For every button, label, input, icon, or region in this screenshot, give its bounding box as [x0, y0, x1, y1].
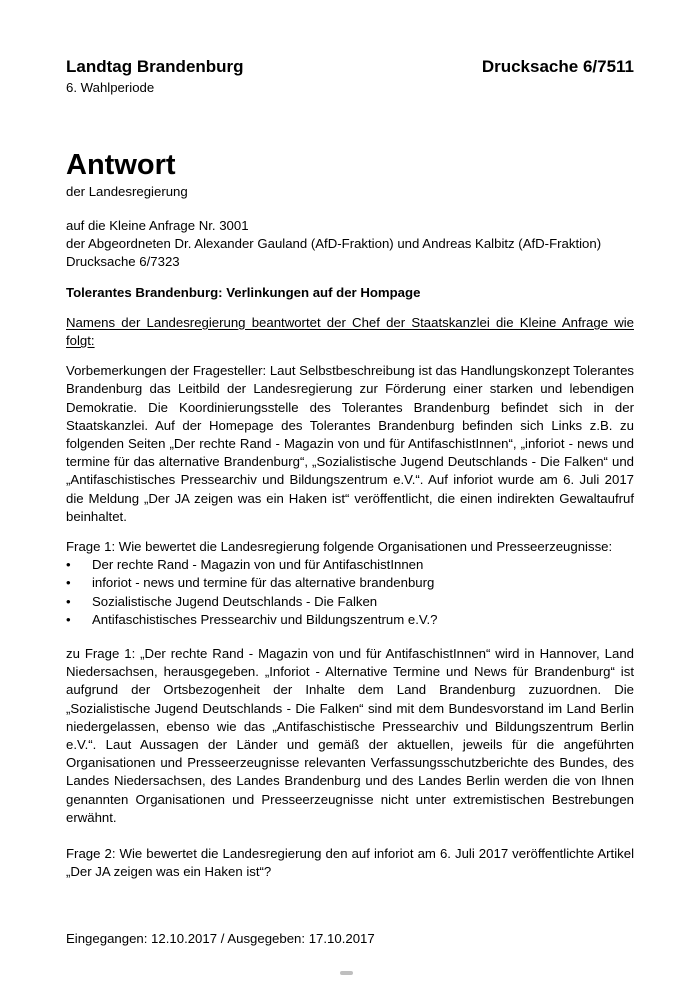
institution-title: Landtag Brandenburg	[66, 57, 244, 76]
list-item	[66, 593, 634, 611]
bullet-icon	[66, 556, 92, 574]
scan-artifact-mark	[340, 971, 353, 975]
reference-block	[66, 217, 634, 272]
list-item	[66, 556, 634, 574]
document-title: Antwort	[66, 149, 176, 181]
document-subtitle: der Landesregierung	[66, 184, 188, 199]
question-1-bullet-list	[66, 556, 634, 629]
subject-line: Tolerantes Brandenburg: Verlinkungen auf der Hompage	[66, 284, 421, 300]
intro-statement: Namens der Landesregierung beantwortet der Chef der Staatskanzlei die Kleine Anfrage wie folgt:	[66, 314, 634, 349]
reference-line-3: Drucksache 6/7323	[66, 254, 180, 270]
document-header	[66, 57, 634, 77]
drucksache-number: Drucksache 6/7511	[481, 57, 634, 76]
bullet-icon	[66, 574, 92, 592]
preliminary-remarks: Vorbemerkungen der Fragesteller: Laut Selbstbeschreibung ist das Handlungskonzept Tolerantes Brandenburg das Leitbild der Landesregierung zur Förderung einer starken und lebendigen Demokratie. Die Koordinierungsstelle des Tolerantes Brandenburg befindet sich in der Staatskanzlei. Auf der Homepage des Tolerantes Brandenburg befinden sich Links z.B. zu folgenden Seiten „Der rechte Rand - Magazin von und für AntifaschistInnen“, „inforiot - news und termine für das alternative Brandenburg“, „Sozialistische Jugend Deutschlands - Die Falken“ und „Antifaschistisches Pressearchiv und Bildungszentrum e.V.“. Auf inforiot wurde am 6. Juli 2017 die Meldung „Der JA zeigen was ein Haken ist“ veröffentlicht, die einen indirekten Gewaltaufruf beinhaltet.	[66, 363, 634, 524]
reference-line-2: der Abgeordneten Dr. Alexander Gauland (AfD-Fraktion) und Andreas Kalbitz (AfD-Fraktion)	[66, 236, 602, 252]
bullet-icon	[66, 611, 92, 629]
bullet-icon	[66, 593, 92, 611]
legislative-period: 6. Wahlperiode	[66, 80, 155, 95]
list-item	[66, 611, 634, 629]
list-item	[66, 574, 634, 592]
list-item-label: Sozialistische Jugend Deutschlands - Die Falken	[92, 593, 378, 609]
list-item-label: inforiot - news und termine für das alternative brandenburg	[92, 575, 435, 591]
question-2-text: Frage 2: Wie bewertet die Landesregierung den auf inforiot am 6. Juli 2017 veröffentlichte Artikel „Der JA zeigen was ein Haken ist“?	[66, 846, 634, 880]
answer-1-text: zu Frage 1: „Der rechte Rand - Magazin von und für AntifaschistInnen“ wird in Hannover, Land Niedersachsen, herausgegeben. „Inforiot - Alternative Termine und News für Brandenburg“ ist aufgrund der Ortsbezogenheit der Inhalte dem Land Brandenburg zuzuordnen. Die „Sozialistische Jugend Deutschlands - Die Falken“ sind mit dem Bundesvorstand im Land Berlin niedergelassen, ebenso wie das „Antifaschistische Pressearchiv und Bildungszentrum Berlin e.V.“. Laut Aussagen der Länder und gemäß der aktuellen, jeweils für die angeführten Organisationen und Presseerzeugnisse relevanten Verfassungsschutzberichte des Bundes, des Landes Niedersachsen, des Landes Brandenburg und des Landes Berlin werden die von Ihnen genannten Organisationen und Presseerzeugnisse nicht unter extremistischen Bestrebungen erwähnt.	[66, 646, 634, 825]
reference-line-1: auf die Kleine Anfrage Nr. 3001	[66, 218, 249, 233]
footer-dates: Eingegangen: 12.10.2017 / Ausgegeben: 17.10.2017	[66, 931, 375, 946]
list-item-label: Antifaschistisches Pressearchiv und Bildungszentrum e.V.?	[92, 611, 438, 627]
list-item-label: Der rechte Rand - Magazin von und für AntifaschistInnen	[92, 557, 424, 573]
question-1-text: Frage 1: Wie bewertet die Landesregierung folgende Organisationen und Presseerzeugnisse:	[66, 539, 613, 555]
